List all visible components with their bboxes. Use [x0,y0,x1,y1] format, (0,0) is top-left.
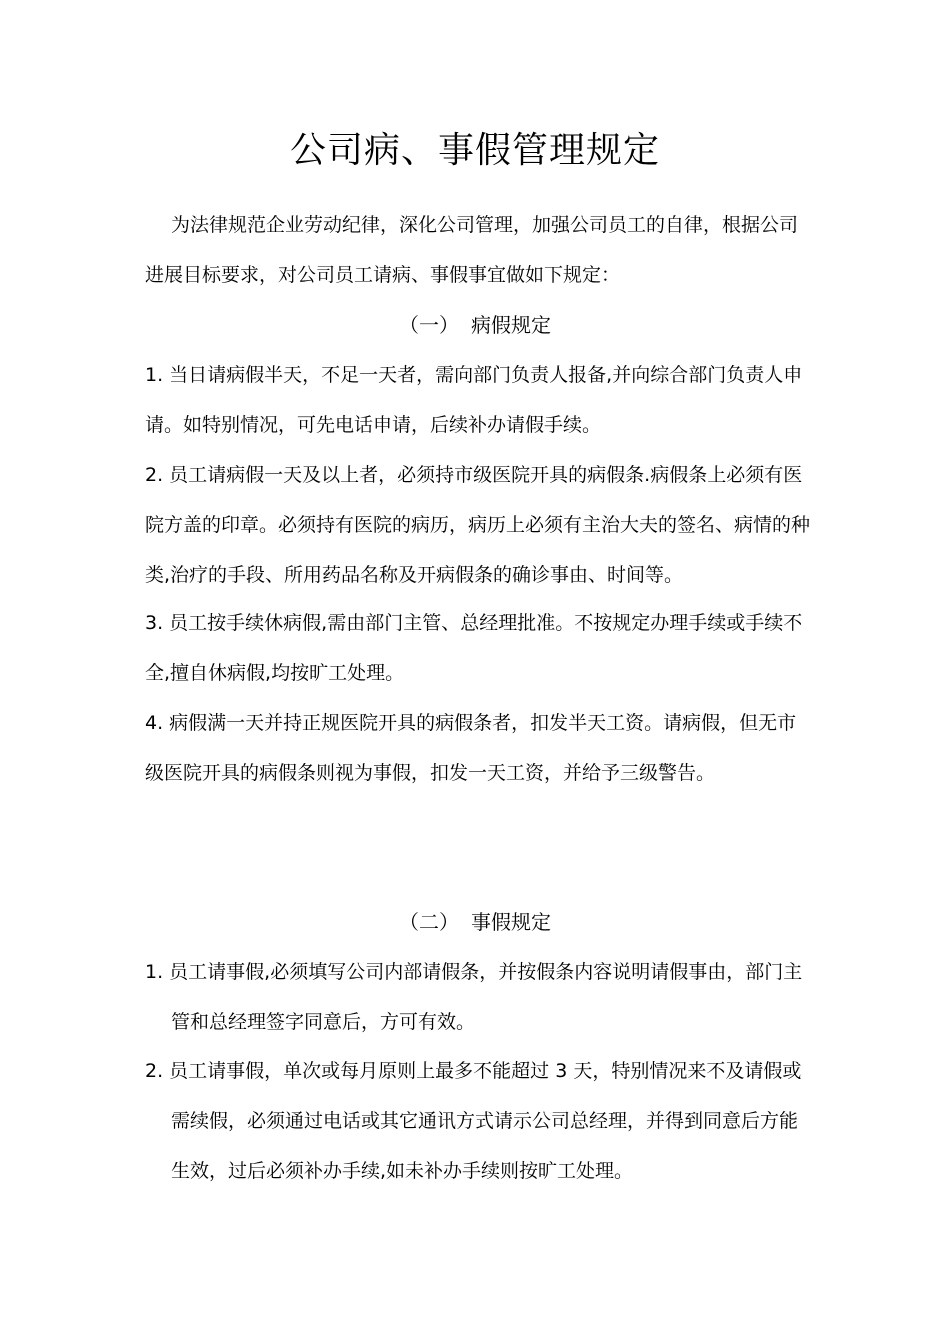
sick-leave-rule-1: 1. 当日请病假半天，不足一天者，需向部门负责人报备,并向综合部门负责人申请。如特别情况，可先电话申请，后续补办请假手续。 [145,364,803,436]
section-heading-personal-leave [0,902,950,942]
sick-leave-rule-3: 3. 员工按手续休病假,需由部门主管、总经理批准。不按规定办理手续或手续不全,擅自休病假,均按旷工处理。 [145,612,803,684]
document-title: 公司病、事假管理规定 [289,130,660,171]
personal-leave-rule-1: 1. 员工请事假,必须填写公司内部请假条，并按假条内容说明请假事由，部门主管和总经理签字同意后，方可有效。 [145,961,803,1033]
section-heading-sick-leave [0,305,950,345]
section-number: （二） [399,910,459,934]
section-number: （一） [399,313,459,337]
sick-leave-rule-4: 4. 病假满一天并持正规医院开具的病假条者，扣发半天工资。请病假，但无市级医院开具的病假条则视为事假，扣发一天工资，并给予三级警告。 [145,712,797,784]
personal-leave-rule-2: 2. 员工请事假，单次或每月原则上最多不能超过 3 天，特别情况来不及请假或需续假，必须通过电话或其它通讯方式请示公司总经理，并得到同意后方能生效，过后必须补办手续,如未补办手续则按旷工处理。 [145,1060,802,1182]
section-title: 病假规定 [471,313,551,337]
section-title: 事假规定 [471,910,551,934]
intro-paragraph: 为法律规范企业劳动纪律，深化公司管理，加强公司员工的自律，根据公司进展目标要求，对公司员工请病、事假事宜做如下规定： [145,214,799,286]
sick-leave-rule-2: 2. 员工请病假一天及以上者，必须持市级医院开具的病假条.病假条上必须有医院方盖的印章。必须持有医院的病历，病历上必须有主治大夫的签名、病情的种类,治疗的手段、所用药品名称及开病假条的确诊事由、时间等。 [145,464,811,586]
